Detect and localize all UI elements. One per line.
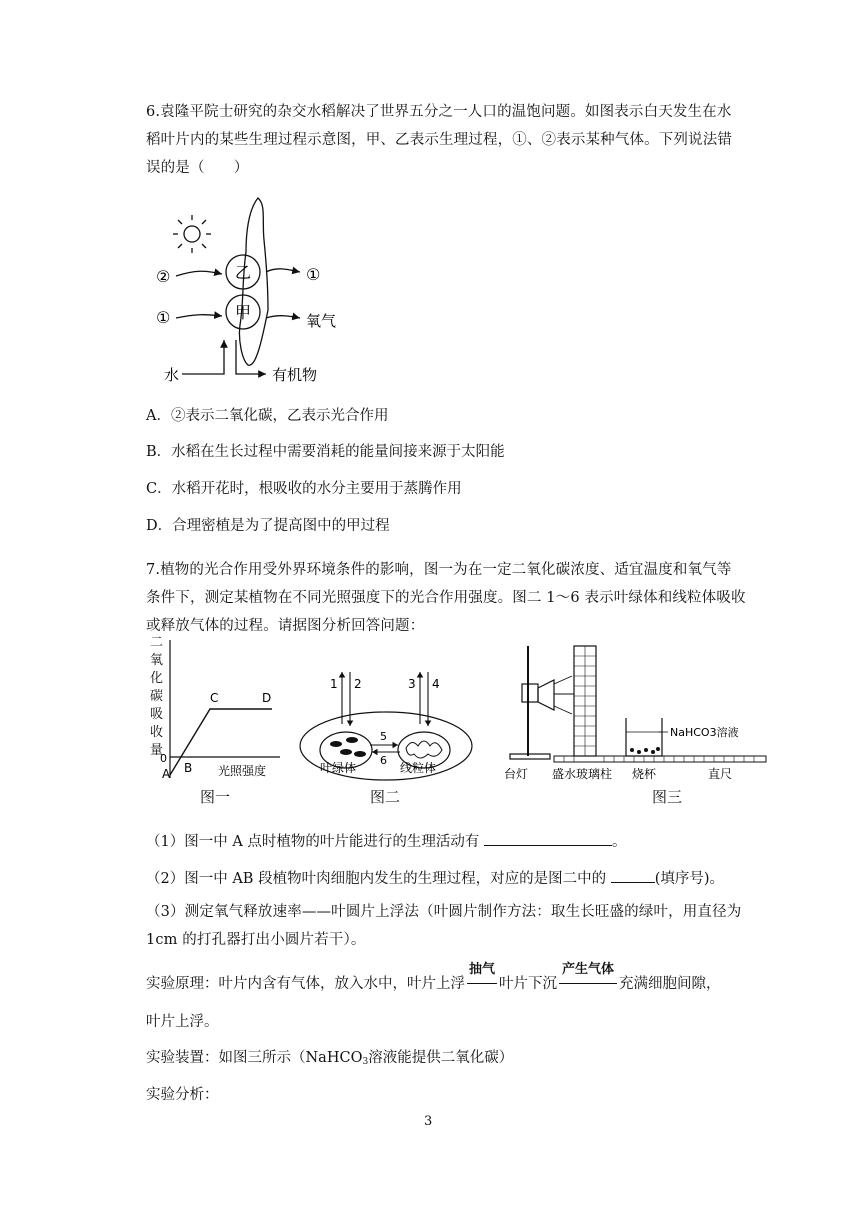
svg-text:量: 量 xyxy=(150,743,164,758)
svg-text:碳: 碳 xyxy=(150,689,164,704)
gas-out-top: ① xyxy=(306,265,321,284)
fig3-apparatus xyxy=(498,636,773,782)
svg-text:氧: 氧 xyxy=(150,653,164,668)
point-a: A xyxy=(162,767,171,781)
water-label: 水 xyxy=(164,366,180,384)
q7-sub2: （2）图一中 AB 段植物叶肉细胞内发生的生理过程，对应的是图二中的 (填序号)。 xyxy=(146,868,724,889)
svg-text:0: 0 xyxy=(160,752,167,765)
mitochondrion-label: 线粒体 xyxy=(400,761,437,775)
page-number: 3 xyxy=(424,1114,433,1129)
fig2-diagram xyxy=(296,668,476,782)
point-b: B xyxy=(184,761,193,775)
beaker-label: 烧杯 xyxy=(632,767,657,781)
q6-stem: 6.袁隆平院士研究的杂交水稻解决了世界五分之一人口的温饱问题。如图表示白天发生在水稻叶片内的某些生理过程示意图，甲、乙表示生理过程，①、②表示某种气体。下列说法错误的是（ ） xyxy=(146,104,732,176)
fig1-caption: 图一 xyxy=(200,788,231,806)
process-yi: 乙 xyxy=(234,263,252,282)
gas-in-top: ② xyxy=(156,267,171,286)
organic-label: 有机物 xyxy=(272,366,318,384)
arrow-suction: 抽气 xyxy=(465,974,499,994)
svg-text:吸: 吸 xyxy=(150,707,164,722)
answer-blank-2[interactable] xyxy=(611,868,655,883)
fig3-caption: 图三 xyxy=(652,788,683,806)
q6-option-c: C．水稻开花时，根吸收的水分主要用于蒸腾作用 xyxy=(146,481,462,497)
q7-stem: 7.植物的光合作用受外界环境条件的影响，图一为在一定二氧化碳浓度、适宜温度和氧气等条件下，测定某植物在不同光照强度下的光合作用强度。图二 1～6 表示叶绿体和线粒体吸收或释放气体的过程。请据图分析回答问题： xyxy=(146,562,746,634)
svg-text:6: 6 xyxy=(380,754,387,767)
lamp-label: 台灯 xyxy=(504,767,529,781)
q6-option-b: B．水稻在生长过程中需要消耗的能量间接来源于太阳能 xyxy=(146,444,505,460)
chloroplast-label: 叶绿体 xyxy=(320,761,357,775)
svg-text:收: 收 xyxy=(150,725,164,740)
q7-sub3: （3）测定氧气释放速率——叶圆片上浮法（叶圆片制作方法：取生长旺盛的绿叶，用直径为 1cm 的打孔器打出小圆片若干）。 xyxy=(146,904,742,948)
svg-text:化: 化 xyxy=(150,671,164,686)
q6-option-d: D．合理密植是为了提高图中的甲过程 xyxy=(146,518,390,534)
gas-out-bottom: 氧气 xyxy=(306,312,337,330)
lamp-icon xyxy=(538,680,554,710)
q7-principle-end: 叶片上浮。 xyxy=(146,1014,219,1030)
ruler-label: 直尺 xyxy=(708,767,733,781)
q6-option-a: A．②表示二氧化碳，乙表示光合作用 xyxy=(146,408,389,424)
point-c: C xyxy=(210,691,219,705)
q7-analysis: 实验分析： xyxy=(146,1087,219,1103)
point-d: D xyxy=(262,691,272,705)
process-jia: 甲 xyxy=(234,303,252,322)
svg-text:3: 3 xyxy=(408,677,416,691)
svg-text:5: 5 xyxy=(380,730,387,743)
svg-text:二: 二 xyxy=(150,635,164,650)
svg-text:4: 4 xyxy=(432,677,440,691)
sun-icon xyxy=(173,215,211,253)
svg-text:2: 2 xyxy=(354,677,362,691)
solution-label: NaHCO3溶液 xyxy=(670,726,739,739)
svg-text:1: 1 xyxy=(330,677,338,691)
q7-principle: 实验原理：叶片内含有气体，放入水中，叶片上浮 抽气 叶片下沉 产生气体 充满细胞间隙， xyxy=(146,962,721,992)
column-label: 盛水玻璃柱 xyxy=(552,767,613,781)
fig1-xlabel: 光照强度 xyxy=(218,764,267,778)
q7-sub1: （1）图一中 A 点时植物的叶片能进行的生理活动有 。 xyxy=(146,831,627,852)
answer-blank-1[interactable] xyxy=(484,831,612,846)
gas-in-bottom: ① xyxy=(156,308,171,327)
fig2-caption: 图二 xyxy=(370,788,401,806)
q7-device: 实验装置：如图三所示（NaHCO$_3$溶液能提供二氧化碳） xyxy=(146,1050,514,1067)
fig1-graph xyxy=(140,632,290,782)
q6-leaf-diagram xyxy=(150,190,370,390)
arrow-gas: 产生气体 xyxy=(557,974,619,994)
